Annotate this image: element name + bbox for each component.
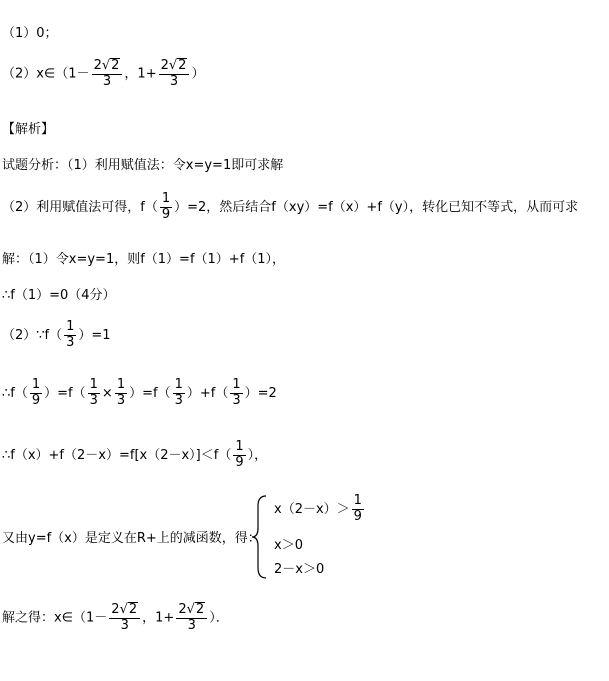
left-brace-icon (250, 494, 270, 580)
fraction-1-over-9: $\frac{1}{9}$ (353, 493, 362, 524)
solution-line-3: （2）∵f（ $\frac{1}{3}$ ）=1 (2, 319, 111, 350)
solution-line-7: 解之得：x∈（1－ $\frac{2√2}{3}$ ，1+ $\frac{2√2}{3}$ ）． (2, 602, 229, 633)
analysis-line-2: （2）利用赋值法可得，f（ $\frac{1}{9}$ ）=2，然后结合f（xy）=f（x）+f（y），转化已知不等式，从而可求 (2, 191, 579, 222)
solution-line-2: ∴f（1）=0（4分） (2, 288, 116, 303)
section-heading-jiexi: 【解析】 (2, 122, 55, 137)
solution-line-1: 解：（1）令x=y=1，则f（1）=f（1）+f（1）， (2, 252, 286, 267)
fraction-2sqrt2-over-3: $\frac{2√2}{3}$ (109, 602, 140, 634)
inequality-case-2: x＞0 (274, 538, 303, 553)
inequality-case-1: x（2－x）＞ $\frac{1}{9}$ (274, 493, 362, 524)
fraction-1-over-9: $\frac{1}{9}$ (31, 377, 41, 408)
fraction-1-over-3: $\frac{1}{3}$ (174, 377, 183, 408)
answer-2-prefix: （2）x∈（1－ (2, 66, 90, 82)
fraction-1-over-3: $\frac{1}{3}$ (89, 377, 98, 408)
fraction-1-over-3: $\frac{1}{3}$ (66, 319, 75, 350)
answer-2-mid: ，1+ (124, 66, 157, 82)
solution-line-4: ∴f（ $\frac{1}{9}$ ）=f（ $\frac{1}{3}$ × $\frac{1}{3}$ ）=f（ $\frac{1}{3}$ ）+f（ $\frac{1}{3}$ ）=2 (2, 377, 277, 408)
fraction-2sqrt2-over-3: $\frac{2√2}{3}$ (176, 602, 207, 634)
fraction-1-over-9: $\frac{1}{9}$ (161, 191, 171, 222)
answer-2: （2）x∈（1－ $\frac{2√2}{3}$ ，1+ $\frac{2√2}{3}$ ） (2, 58, 205, 89)
fraction-1-over-3: $\frac{1}{3}$ (116, 377, 126, 408)
solution-line-5: ∴f（x）+f（2－x）=f[x（2－x）]＜f（ $\frac{1}{9}$ ）， (2, 439, 268, 470)
analysis-line-1: 试题分析：（1）利用赋值法：令x=y=1即可求解 (2, 158, 284, 173)
inequality-system (250, 494, 400, 580)
answer-1: （1）0； (2, 26, 58, 41)
solution-line-6: 又由y=f（x）是定义在R+上的减函数，得： (2, 531, 261, 546)
fraction-2sqrt2-over-3: $\frac{2√2}{3}$ (159, 58, 190, 90)
fraction-1-over-3: $\frac{1}{3}$ (232, 377, 241, 408)
inequality-case-3: 2－x＞0 (274, 562, 325, 577)
fraction-1-over-9: $\frac{1}{9}$ (235, 439, 244, 470)
fraction-2sqrt2-over-3: $\frac{2√2}{3}$ (92, 58, 123, 90)
